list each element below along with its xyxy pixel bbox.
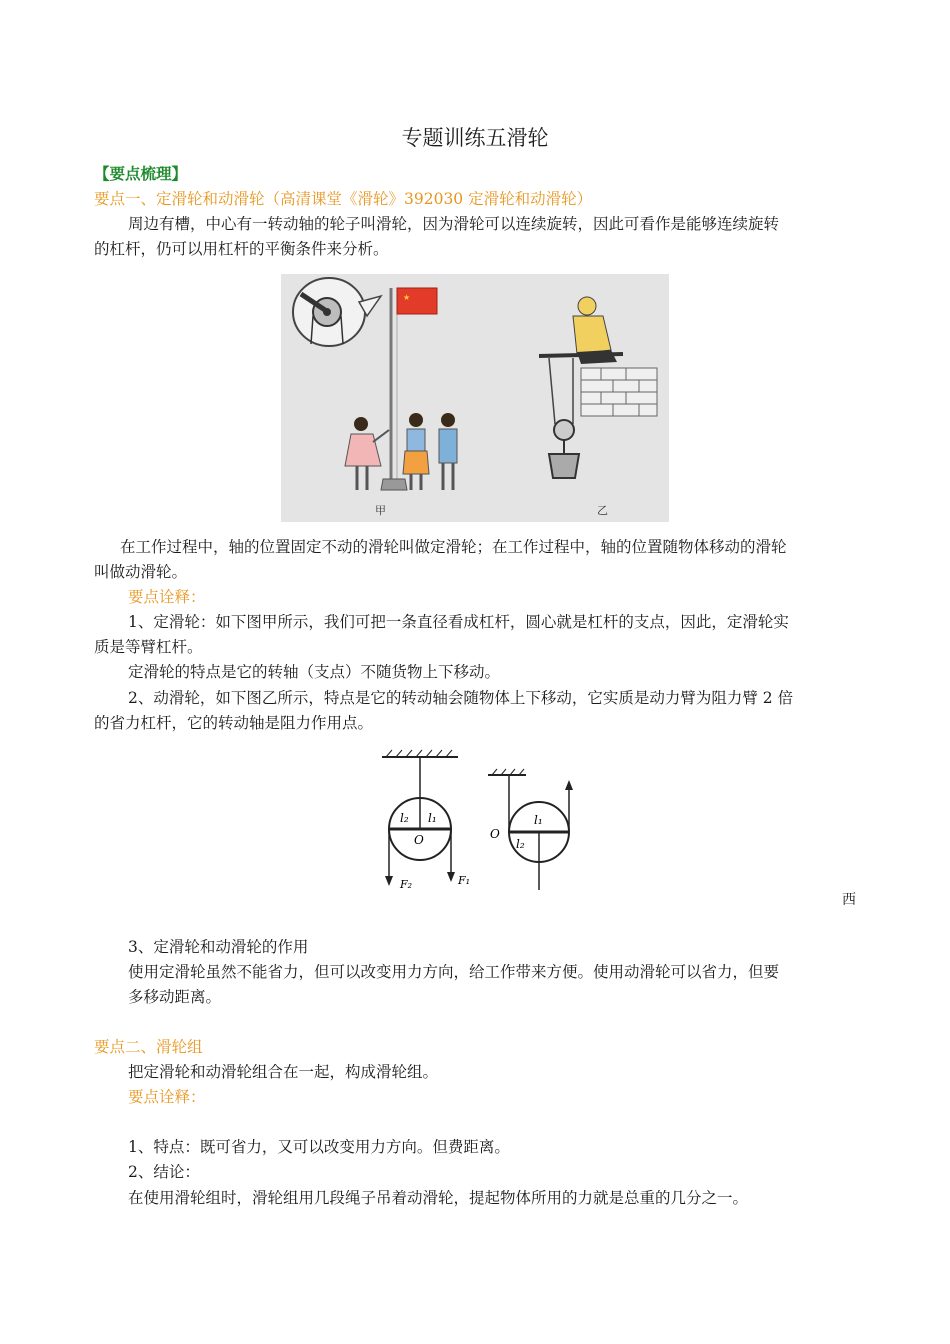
item3-line-2: 多移动距离。 <box>128 988 222 1006</box>
point2-explain-heading: 要点诠释： <box>128 1088 206 1106</box>
page-title: 专题训练五滑轮 <box>401 126 549 150</box>
figure1-label-right: 乙 <box>597 504 608 517</box>
definition-line-1: 在工作过程中，轴的位置固定不动的滑轮叫做定滑轮；在工作过程中，轴的位置随物体移动的滑轮 <box>120 538 787 556</box>
intro-line-2: 的杠杆，仍可以用杠杆的平衡条件来分析。 <box>94 240 389 258</box>
point1-heading: 要点一、定滑轮和动滑轮（高清课堂《滑轮》392030 定滑轮和动滑轮） <box>94 190 593 208</box>
intro-line-1: 周边有槽，中心有一转动轴的轮子叫滑轮，因为滑轮可以连续旋转，因此可看作是能够连续旋转 <box>128 215 780 233</box>
svg-text:O: O <box>414 833 424 847</box>
item2-line-1: 2、动滑轮，如下图乙所示，特点是它的转动轴会随物体上下移动，它实质是动力臂为阻力臂 2 倍 <box>128 689 794 707</box>
brick-wall-icon <box>581 368 657 416</box>
item2-line-2: 的省力杠杆，它的转动轴是阻力作用点。 <box>94 714 374 732</box>
point2-item1: 1、特点：既可省力，又可以改变用力方向。但费距离。 <box>128 1138 510 1156</box>
item3-line-1: 使用定滑轮虽然不能省力，但可以改变用力方向，给工作带来方便。使用动滑轮可以省力，但要 <box>128 963 780 981</box>
pulley-lever-diagram <box>376 748 576 894</box>
figure2-side-label: 西 <box>842 892 856 908</box>
point1-explain-heading: 要点诠释： <box>128 588 206 606</box>
definition-line-2: 叫做动滑轮。 <box>94 563 188 581</box>
svg-text:l₂: l₂ <box>400 811 409 825</box>
item3-heading: 3、定滑轮和动滑轮的作用 <box>128 938 309 956</box>
svg-text:l₂: l₂ <box>516 837 525 851</box>
point2-intro: 把定滑轮和动滑轮组合在一起，构成滑轮组。 <box>128 1063 439 1081</box>
svg-text:O: O <box>490 827 500 841</box>
svg-text:★: ★ <box>403 293 411 302</box>
svg-text:l₁: l₁ <box>534 813 543 827</box>
section-tag: 【要点梳理】 <box>94 164 188 183</box>
svg-text:F₂: F₂ <box>400 878 413 891</box>
point2-heading: 要点二、滑轮组 <box>94 1038 203 1056</box>
item1-line-2: 质是等臂杠杆。 <box>94 638 203 656</box>
item1-line-1: 1、定滑轮：如下图甲所示，我们可把一条直径看成杠杆，圆心就是杠杆的支点，因此，定滑轮实 <box>128 613 789 631</box>
point2-item2: 2、结论： <box>128 1163 200 1181</box>
item1-line-3: 定滑轮的特点是它的转轴（支点）不随货物上下移动。 <box>128 663 501 681</box>
pulley-scene-figure <box>281 274 669 522</box>
svg-text:F₁: F₁ <box>458 874 471 887</box>
figure1-label-left: 甲 <box>375 504 386 517</box>
svg-text:l₁: l₁ <box>428 811 437 825</box>
point2-item2-text: 在使用滑轮组时，滑轮组用几段绳子吊着动滑轮，提起物体所用的力就是总重的几分之一。 <box>128 1189 749 1207</box>
